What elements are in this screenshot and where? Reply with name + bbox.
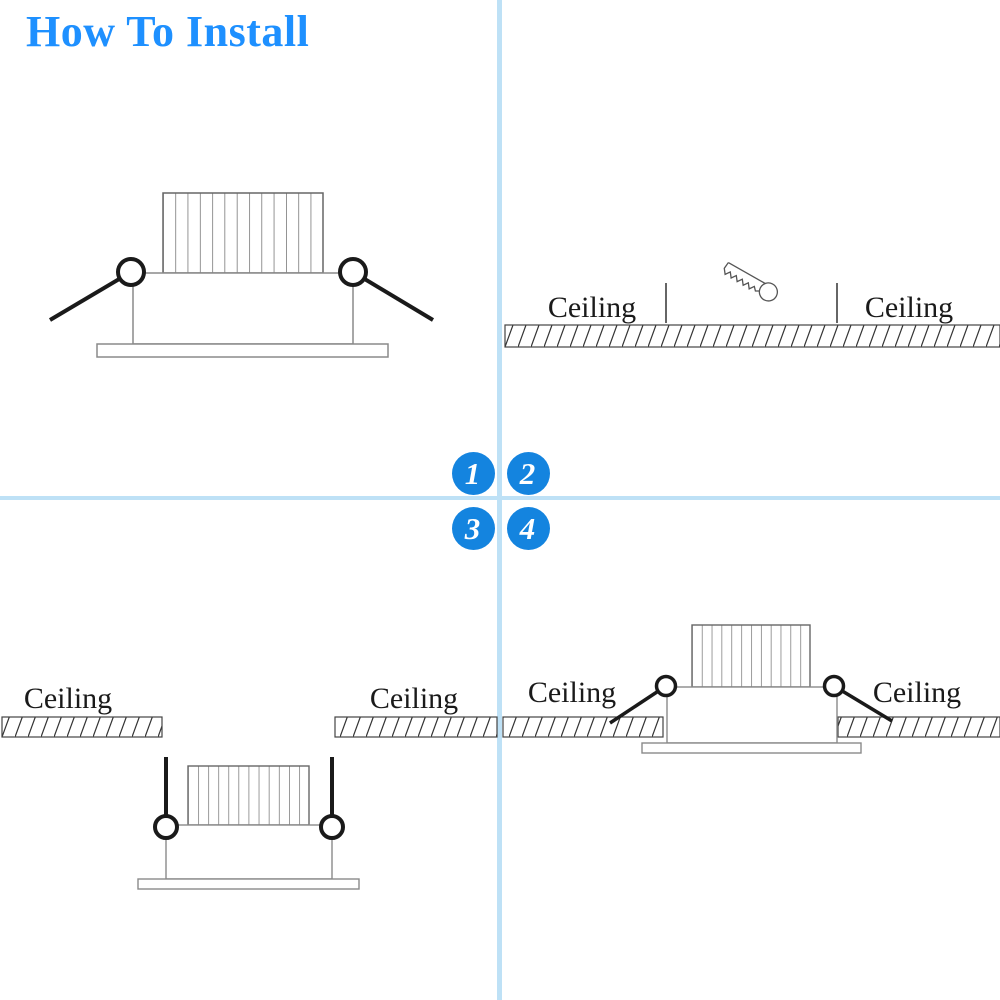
- fixture-body: [166, 825, 332, 879]
- fixture-body: [667, 687, 837, 743]
- trim-flange: [97, 344, 388, 357]
- step3-insert-diagram: [2, 682, 497, 889]
- heatsink: [692, 625, 810, 687]
- ceiling-label: Ceiling: [864, 291, 954, 324]
- ceiling-label: Ceiling: [527, 676, 617, 709]
- clip-pivot-right: [321, 816, 343, 838]
- ceiling-section-right: [838, 717, 1000, 737]
- step-4-badge: 4: [507, 507, 550, 550]
- step4-installed-diagram: [503, 625, 1000, 753]
- heatsink: [163, 193, 323, 273]
- fixture-body: [133, 273, 353, 344]
- step-2-badge: 2: [507, 452, 550, 495]
- ceiling-section-left: [503, 717, 663, 737]
- hole-saw-icon: [720, 261, 781, 304]
- ceiling-label: Ceiling: [872, 676, 962, 709]
- page-title: How To Install: [26, 7, 310, 56]
- step-1-badge: 1: [452, 452, 495, 495]
- trim-flange: [138, 879, 359, 889]
- ceiling-label: Ceiling: [547, 291, 637, 324]
- clip-pivot-left: [118, 259, 144, 285]
- step2-cut-hole-diagram: [505, 261, 1000, 347]
- step1-fixture-diagram: [50, 193, 433, 357]
- ceiling-section: [505, 325, 1000, 347]
- ceiling-label: Ceiling: [369, 682, 459, 715]
- clip-pivot-left: [155, 816, 177, 838]
- trim-flange: [642, 743, 861, 753]
- ceiling-section-right: [335, 717, 497, 737]
- step-3-badge: 3: [452, 507, 495, 550]
- ceiling-label: Ceiling: [23, 682, 113, 715]
- clip-pivot-left: [657, 677, 676, 696]
- clip-pivot-right: [340, 259, 366, 285]
- ceiling-section-left: [2, 717, 162, 737]
- heatsink: [188, 766, 309, 825]
- clip-pivot-right: [825, 677, 844, 696]
